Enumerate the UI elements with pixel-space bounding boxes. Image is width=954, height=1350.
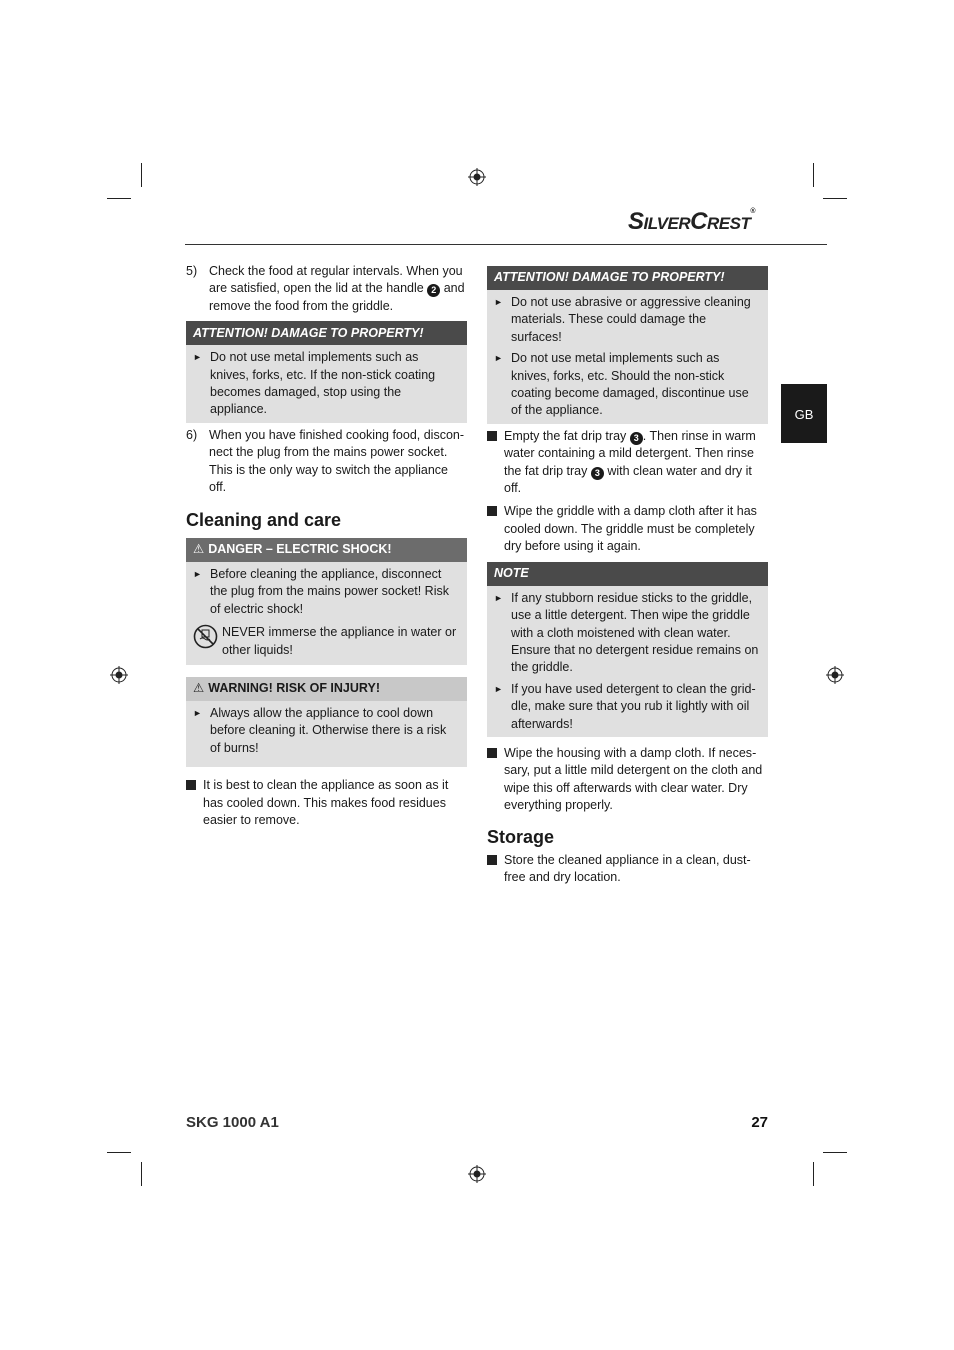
crop-mark bbox=[141, 1162, 142, 1186]
list-item: ► Do not use metal implements such as knives, forks, etc. Should the non-stick coating become damaged, discontinue use of the appliance. bbox=[487, 346, 768, 420]
arrow-bullet-icon: ► bbox=[494, 592, 503, 603]
list-item: It is best to clean the appliance as soon as it has cooled down. This makes food residues easier to remove. bbox=[186, 777, 467, 829]
warning-box bbox=[186, 677, 467, 767]
crop-mark bbox=[813, 163, 814, 187]
square-bullet-icon bbox=[487, 506, 497, 516]
attention-title: ATTENTION! DAMAGE TO PROPERTY! bbox=[487, 266, 768, 290]
list-item: ► Before cleaning the appliance, disconnect the plug from the mains power socket! Risk of electric shock! bbox=[186, 562, 467, 618]
step-5: 5) Check the food at regular intervals. When you are satisfied, open the lid at the handle 2 and remove the food from the griddle. bbox=[186, 264, 465, 313]
registration-mark-icon bbox=[110, 666, 128, 684]
crop-mark bbox=[823, 198, 847, 199]
crop-mark bbox=[813, 1162, 814, 1186]
right-column bbox=[487, 266, 768, 893]
attention-title: ATTENTION! DAMAGE TO PROPERTY! bbox=[186, 321, 467, 345]
ref-number-icon: 3 bbox=[630, 432, 643, 445]
step-6: 6) When you have finished cooking food, disconnect the plug from the mains power socket. This is the only way to switch the appliance off. bbox=[186, 427, 465, 495]
square-bullet-icon bbox=[487, 748, 497, 758]
no-immersion-row: NEVER immerse the appliance in water or other liquids! bbox=[186, 618, 467, 661]
square-bullet-icon bbox=[186, 780, 196, 790]
attention-box bbox=[487, 266, 768, 424]
arrow-bullet-icon: ► bbox=[193, 352, 202, 363]
registration-mark-icon bbox=[468, 168, 486, 186]
crop-mark bbox=[107, 198, 131, 199]
page-number: 27 bbox=[751, 1114, 768, 1131]
footer-model: SKG 1000 A1 bbox=[186, 1114, 279, 1131]
language-tab: GB bbox=[781, 384, 827, 443]
no-immersion-icon bbox=[193, 624, 218, 649]
list-item: Wipe the griddle with a damp cloth after it has cooled down. The griddle must be completely dry before using it again. bbox=[487, 503, 768, 555]
crop-mark bbox=[823, 1152, 847, 1153]
ref-number-icon: 3 bbox=[591, 467, 604, 480]
list-item: ► Do not use abrasive or aggressive cleaning materials. These could damage the surfaces! bbox=[487, 290, 768, 346]
registration-mark-icon bbox=[826, 666, 844, 684]
square-bullet-icon bbox=[487, 855, 497, 865]
crop-mark bbox=[141, 163, 142, 187]
list-item: ► Do not use metal implements such as knives, forks, etc. If the non-stick coating becomes damaged, stop using the appliance. bbox=[186, 345, 467, 419]
ref-number-icon: 2 bbox=[427, 284, 440, 297]
note-box bbox=[487, 562, 768, 737]
list-item: ► If you have used detergent to clean the griddle, make sure that you rub it lightly with oil afterwards! bbox=[487, 677, 768, 733]
warning-triangle-icon: ⚠ bbox=[193, 542, 205, 557]
arrow-bullet-icon: ► bbox=[494, 297, 503, 307]
brand-logo: SILVERCREST® bbox=[628, 208, 755, 235]
section-heading-storage: Storage bbox=[487, 826, 555, 847]
warning-title: ⚠ WARNING! RISK OF INJURY! bbox=[186, 677, 467, 701]
header-rule bbox=[185, 244, 827, 245]
list-item: Empty the fat drip tray 3 . Then rinse in warm water containing a mild detergent. Then rinse the fat drip tray 3 with clean water and dry it off. bbox=[487, 428, 768, 498]
arrow-bullet-icon: ► bbox=[494, 683, 503, 694]
list-item: ► Always allow the appliance to cool down before cleaning it. Otherwise there is a risk of burns! bbox=[186, 701, 467, 763]
arrow-bullet-icon: ► bbox=[193, 707, 202, 718]
square-bullet-icon bbox=[487, 431, 497, 441]
danger-box bbox=[186, 538, 467, 665]
arrow-bullet-icon: ► bbox=[193, 568, 202, 579]
attention-box bbox=[186, 321, 467, 423]
section-heading-cleaning: Cleaning and care bbox=[186, 510, 342, 531]
registration-mark-icon bbox=[468, 1165, 486, 1183]
list-item: Wipe the housing with a damp cloth. If necessary, put a little mild detergent on the cloth and wipe this off afterwards with clear water. Dry everything properly. bbox=[487, 745, 768, 815]
note-title: NOTE bbox=[487, 562, 768, 586]
list-item: ► If any stubborn residue sticks to the griddle, use a little detergent. Then wipe the griddle with a cloth moistened with clean water. Ensure that no detergent residue remains on the griddle. bbox=[487, 586, 768, 677]
danger-title: ⚠ DANGER – ELECTRIC SHOCK! bbox=[186, 538, 467, 562]
arrow-bullet-icon: ► bbox=[494, 353, 503, 364]
crop-mark bbox=[107, 1152, 131, 1153]
list-item: Store the cleaned appliance in a clean, dust-free and dry location. bbox=[487, 852, 768, 887]
left-column bbox=[186, 263, 467, 835]
warning-triangle-icon: ⚠ bbox=[193, 681, 205, 696]
